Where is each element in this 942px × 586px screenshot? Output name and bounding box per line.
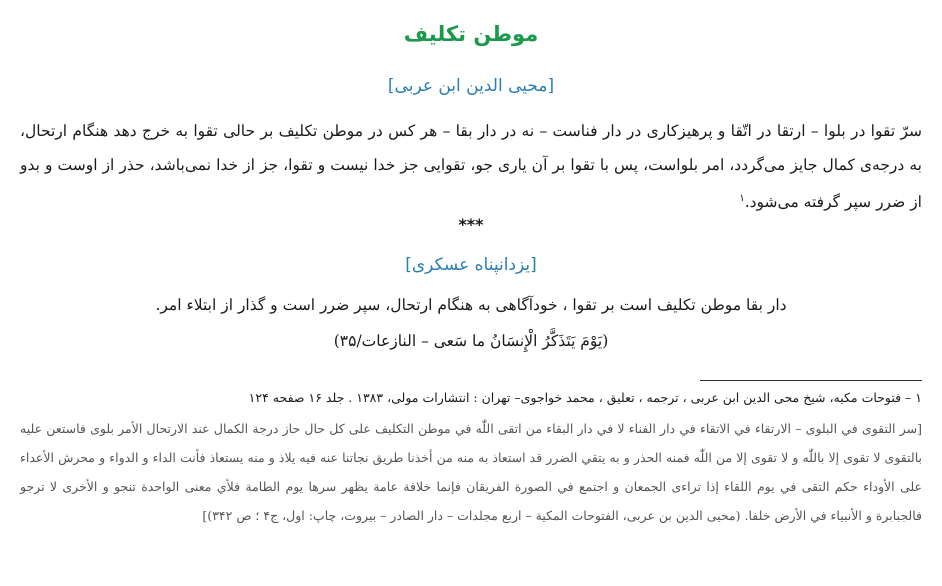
ibn-arabi-paragraph xyxy=(20,114,922,219)
commentary-line: دار بقا موطن تکلیف است بر تقوا ، خودآگاهی به هنگام ارتحال، سپر ضرر است و گذار از ابتلاء امر. xyxy=(155,296,787,314)
footnote-citation: ۱ – فتوحات مکیه، شیخ محی الدین ابن عربی ، ترجمه ، تعلیق ، محمد خواجوی– تهران : انتشارات مولی، ۱۳۸۳ . جلد ۱۶ صفحه ۱۲۴ xyxy=(248,390,922,405)
author-name: [محیی الدین ابن عربی] xyxy=(387,76,555,96)
section-separator: *** xyxy=(458,215,484,234)
footnote-reference[interactable]: ۱ xyxy=(739,193,745,204)
quran-verse-line: (یَوْمَ یَتَذَکَّرُ الْإِنسَانُ ما سَعى – النازعات/۳۵) xyxy=(333,332,609,350)
author-name: [یزدانپناه عسکری] xyxy=(405,255,537,275)
author-heading-ibn-arabi xyxy=(0,74,942,98)
footnote-divider xyxy=(700,380,922,381)
author-heading-yazdanpanah xyxy=(0,253,942,277)
page-title: موطن تکلیف xyxy=(403,22,539,46)
paragraph-text: سرّ تقوا در بلوا – ارتقا در اتّقا و پرهیزکاری در دار فناست – نه در دار بقا – هر کس در موطن تکلیف بر حالی تقوا به خرج دهد هنگام ارتحال، به درجه‌ی کمال جایز می‌گردد، امر بلواست، پس با تقوا بر آن یاری جو، تقوایی جز خدا نیست و تقوا، جز از خدا نمی‌باشد، حذر از اوست و بدو از ضرر سپر گرفته می‌شود. xyxy=(20,122,922,212)
footnote-arabic-quote: [سر التقوى في البلوى – الارتقاء في الاتقاء في دار الفناء لا في دار البقاء من اتقى اللّٰه في موطن التكليف على كل حال حاز درجة الكمال عند الارتحال الأمر بلوى فاستعن عليه بالتقوى لا تقوى إلا باللّٰه و لا تقوى إلا من اللّٰه فمنه الحذر و به يتقي الضرر قد استعاذ به منه من أخذنا طريق نجاتنا عنه فيه يلاذ و منه يستعاذ فأنت الداء و الدواء و محرش الأعداء على الأوداء حكم التقى في يوم اللقاء إذا تراءى الجمعان و اجتمع في الصورة الفريقان فإنما خلافة عامة يظهر سرها يوم الطامة فلأي معنى الواحدة تنجو و الأخرى لا ترجو فالجبابرة و الأنبياء في الأرض خلفا. (محیی الدین بن عربی، الفتوحات المکیة – اربع مجلدات – دار الصادر – بیروت، چاپ: اول، ج۴ ؛ ص ۳۴۲)] xyxy=(20,421,922,523)
